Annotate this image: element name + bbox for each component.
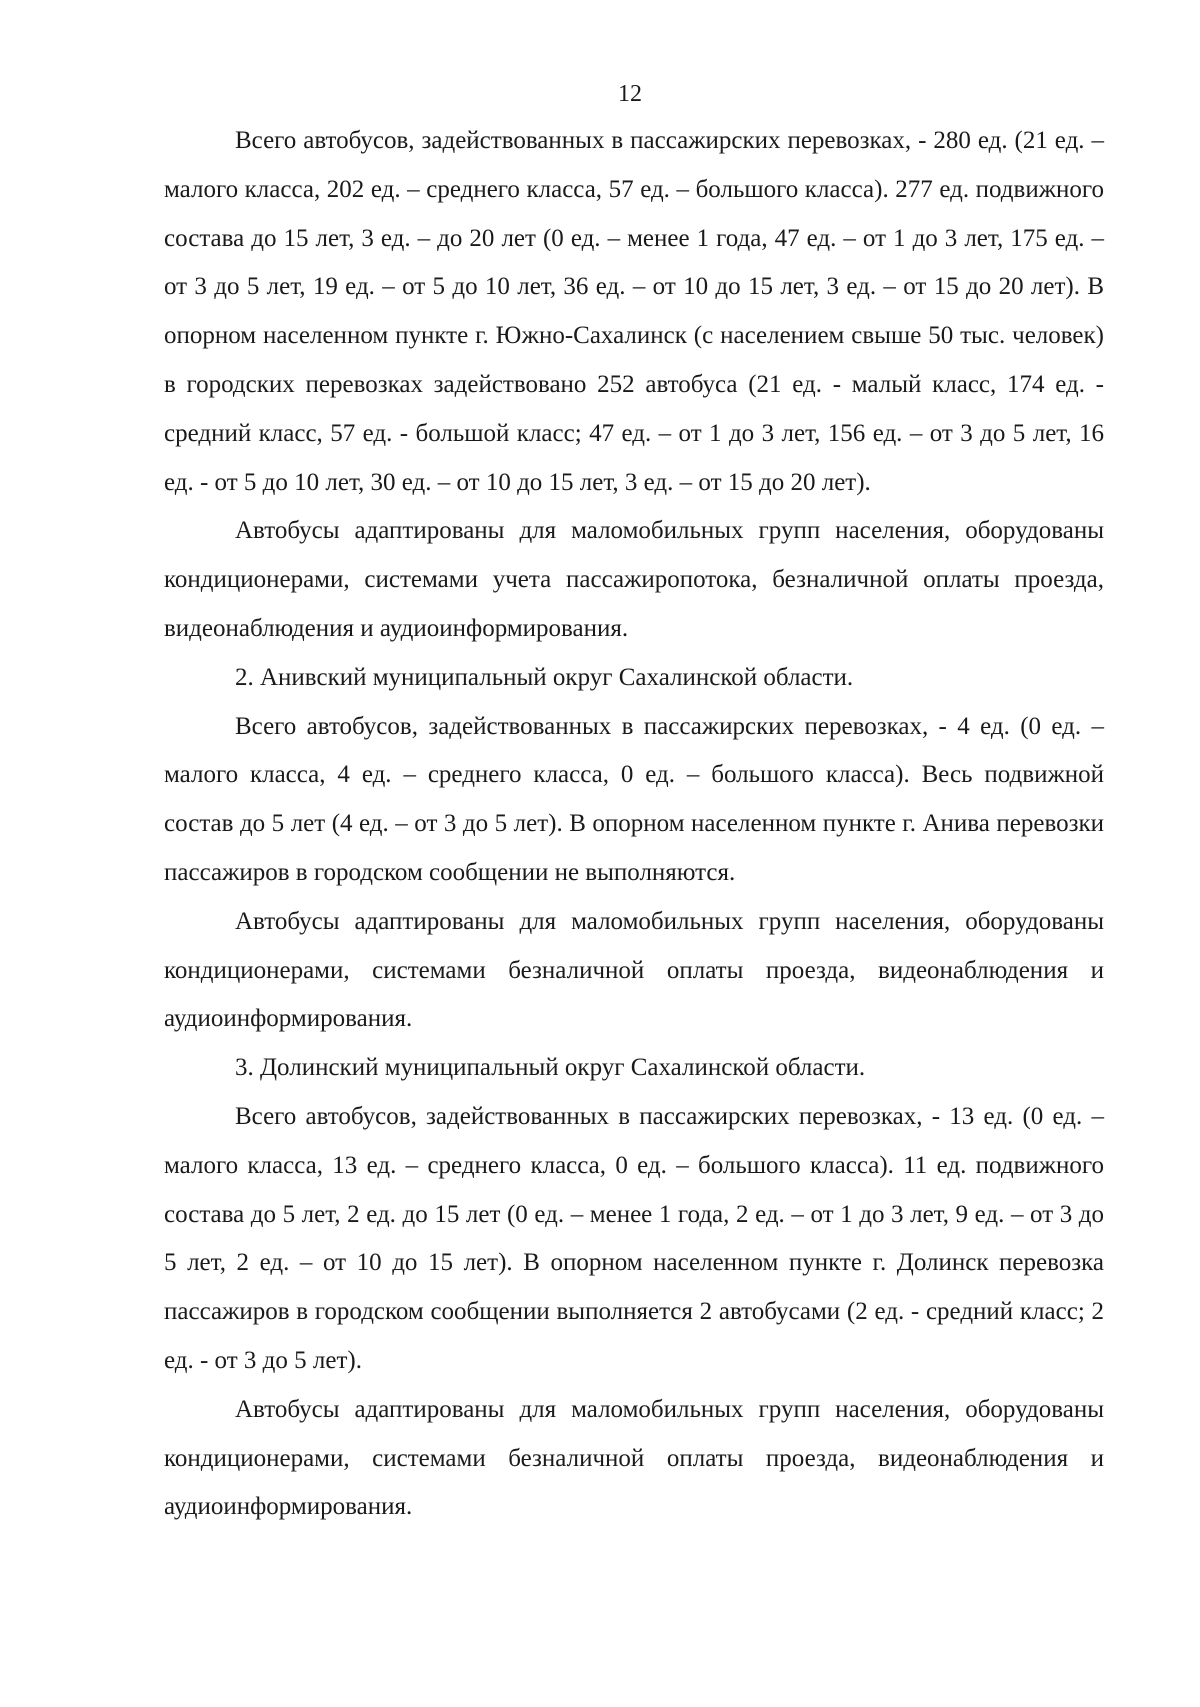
- paragraph-dolinsk-equipment: Автобусы адаптированы для маломобильных групп населения, оборудованы кондиционерами, системами безналичной оплаты проезда, видеонаблюдения и аудиоинформирования.: [164, 1395, 1104, 1521]
- section-heading-aniva: 2. Анивский муниципальный округ Сахалинской области.: [235, 663, 854, 691]
- paragraph-dolinsk-buses: Всего автобусов, задействованных в пассажирских перевозках, - 13 ед. (0 ед. – малого класса, 13 ед. – среднего класса, 0 ед. – большого класса). 11 ед. подвижного состава до 5 лет, 2 ед. до 15 лет (0 ед. – менее 1 года, 2 ед. – от 1 до 3 лет, 9 ед. – от 3 до 5 лет, 2 ед. – от 10 до 15 лет). В опорном населенном пункте г. Долинск перевозка пассажиров в городском сообщении выполняется 2 автобусами (2 ед. - средний класс; 2 ед. - от 3 до 5 лет).: [164, 1102, 1104, 1374]
- paragraph-aniva-equipment: Автобусы адаптированы для маломобильных групп населения, оборудованы кондиционерами, системами безналичной оплаты проезда, видеонаблюдения и аудиоинформирования.: [164, 907, 1104, 1033]
- page-number: 12: [618, 81, 642, 107]
- document-body: [164, 117, 1104, 1532]
- paragraph-yuzhno-sakhalinsk-equipment: Автобусы адаптированы для маломобильных групп населения, оборудованы кондиционерами, системами учета пассажиропотока, безналичной оплаты проезда, видеонаблюдения и аудиоинформирования.: [164, 517, 1104, 642]
- paragraph-aniva-buses: Всего автобусов, задействованных в пассажирских перевозках, - 4 ед. (0 ед. – малого класса, 4 ед. – среднего класса, 0 ед. – большого класса). Весь подвижной состав до 5 лет (4 ед. – от 3 до 5 лет). В опорном населенном пункте г. Анива перевозки пассажиров в городском сообщении не выполняются.: [164, 712, 1104, 886]
- paragraph-yuzhno-sakhalinsk-buses: Всего автобусов, задействованных в пассажирских перевозках, - 280 ед. (21 ед. – малого класса, 202 ед. – среднего класса, 57 ед. – большого класса). 277 ед. подвижного состава до 15 лет, 3 ед. – до 20 лет (0 ед. – менее 1 года, 47 ед. – от 1 до 3 лет, 175 ед. – от 3 до 5 лет, 19 ед. – от 5 до 10 лет, 36 ед. – от 10 до 15 лет, 3 ед. – от 15 до 20 лет). В опорном населенном пункте г. Южно-Сахалинск (с населением свыше 50 тыс. человек) в городских перевозках задействовано 252 автобуса (21 ед. - малый класс, 174 ед. - средний класс, 57 ед. - большой класс; 47 ед. – от 1 до 3 лет, 156 ед. – от 3 до 5 лет, 16 ед. - от 5 до 10 лет, 30 ед. – от 10 до 15 лет, 3 ед. – от 15 до 20 лет).: [164, 127, 1104, 496]
- section-heading-dolinsk: 3. Долинский муниципальный округ Сахалинской области.: [235, 1054, 866, 1082]
